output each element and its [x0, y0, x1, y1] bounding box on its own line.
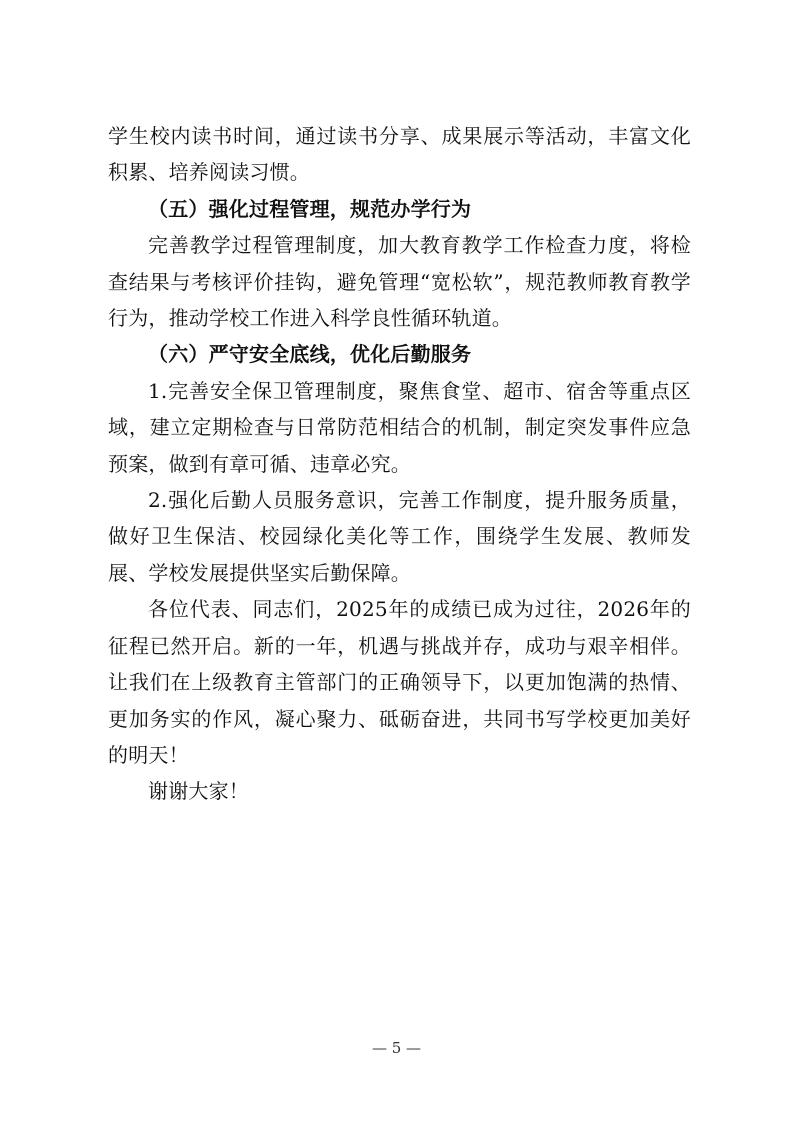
page-number: — 5 —	[371, 1039, 422, 1057]
paragraph-safety-management: 1.完善安全保卫管理制度，聚焦食堂、超市、宿舍等重点区域，建立定期检查与日常防范相结合的机制，制定突发事件应急预案，做到有章可循、违章必究。	[108, 378, 691, 476]
paragraph-logistics-service: 2.强化后勤人员服务意识，完善工作制度，提升服务质量，做好卫生保洁、校园绿化美化等工作，围绕学生发展、教师发展、学校发展提供坚实后勤保障。	[108, 488, 691, 585]
section-heading-five: （五）强化过程管理，规范办学行为	[148, 196, 472, 221]
paragraph-process-management: 完善教学过程管理制度，加大教育教学工作检查力度，将检查结果与考核评价挂钩，避免管理“宽松软”，规范教师教育教学行为，推动学校工作进入科学良性循环轨道。	[108, 233, 691, 331]
paragraph-closing-remarks: 各位代表、同志们，2025年的成绩已成为过往，2026年的征程已然开启。新的一年，机遇与挑战并存，成功与艰辛相伴。让我们在上级教育主管部门的正确领导下，以更加饱满的热情、更加务实的作风，凝心聚力、砥砺奋进，共同书写学校更加美好的明天！	[108, 597, 691, 767]
paragraph-reading-activities: 学生校内读书时间，通过读书分享、成果展示等活动，丰富文化积累、培养阅读习惯。	[108, 124, 691, 185]
paragraph-thanks: 谢谢大家！	[148, 779, 249, 804]
document-body	[108, 118, 691, 810]
section-heading-six: （六）严守安全底线，优化后勤服务	[148, 342, 472, 367]
